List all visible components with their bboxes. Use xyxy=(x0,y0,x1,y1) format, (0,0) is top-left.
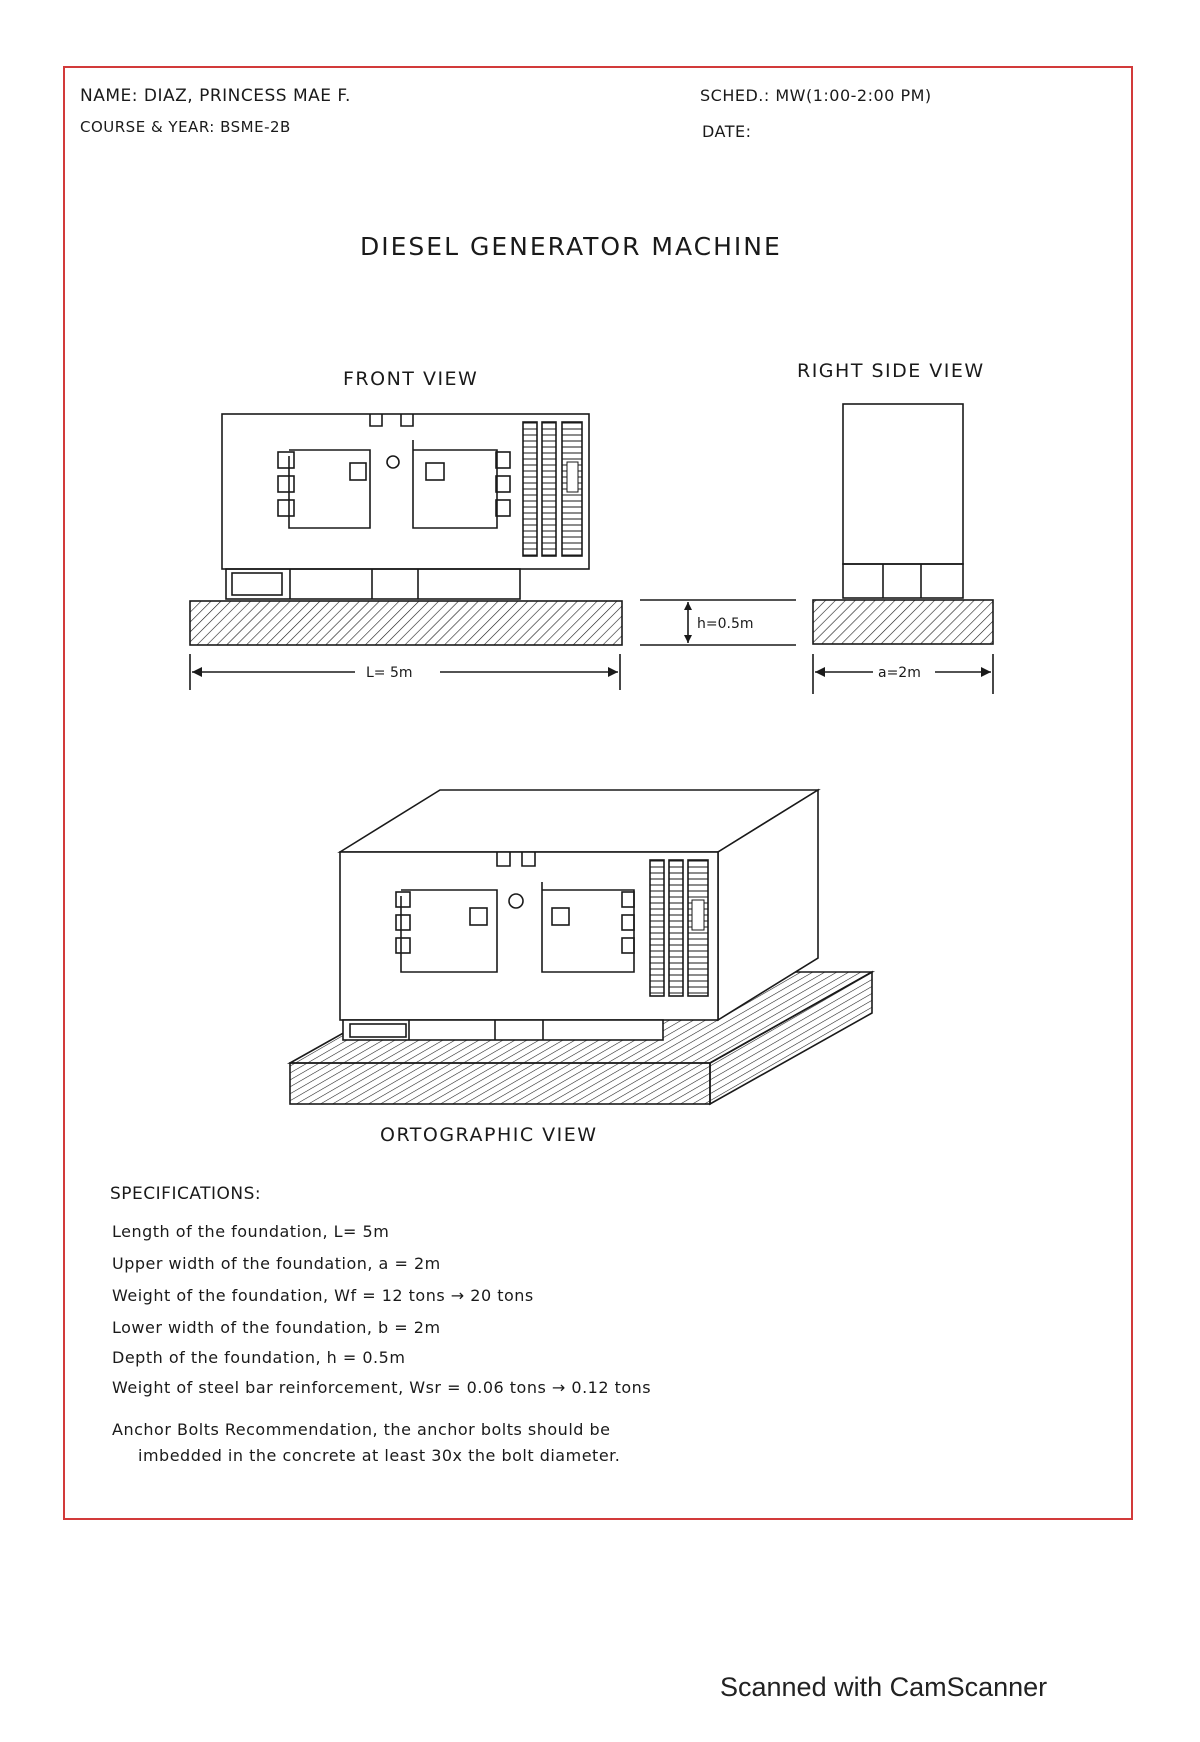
height-dimension: h=0.5m xyxy=(697,616,754,632)
spec-anchor-bolts: Anchor Bolts Recommendation, the anchor bolts should be xyxy=(112,1420,611,1439)
side-body xyxy=(843,404,963,564)
date-label: DATE: xyxy=(702,122,752,141)
specifications-heading: SPECIFICATIONS: xyxy=(110,1184,262,1204)
indicator-circle xyxy=(387,456,399,468)
front-view-label: FRONT VIEW xyxy=(343,368,479,390)
width-dimension: a=2m xyxy=(878,665,921,681)
schedule: SCHED.: MW(1:00-2:00 PM) xyxy=(700,86,932,105)
front-view-drawing xyxy=(190,414,622,690)
spec-steel-weight: Weight of steel bar reinforcement, Wsr = 0.06 tons → 0.12 tons xyxy=(112,1378,652,1397)
length-dimension: L= 5m xyxy=(366,665,413,681)
scanner-watermark: Scanned with CamScanner xyxy=(720,1672,1048,1702)
drawing-title: DIESEL GENERATOR MACHINE xyxy=(360,232,782,261)
spec-anchor-bolts-cont: imbedded in the concrete at least 30x the bolt diameter. xyxy=(138,1446,621,1465)
right-side-view-drawing xyxy=(813,404,993,694)
spec-depth: Depth of the foundation, h = 0.5m xyxy=(112,1348,406,1367)
spec-upper-width: Upper width of the foundation, a = 2m xyxy=(112,1254,441,1273)
spec-lower-width: Lower width of the foundation, b = 2m xyxy=(112,1318,441,1337)
student-name: NAME: DIAZ, PRINCESS MAE F. xyxy=(80,86,351,106)
height-dimension-drawing xyxy=(640,600,796,645)
course-year: COURSE & YEAR: BSME-2B xyxy=(80,118,291,136)
right-side-view-label: RIGHT SIDE VIEW xyxy=(797,360,985,382)
spec-foundation-weight: Weight of the foundation, Wf = 12 tons → 20 tons xyxy=(112,1286,534,1305)
front-foundation xyxy=(190,601,622,645)
spec-length: Length of the foundation, L= 5m xyxy=(112,1222,390,1241)
orthographic-view-label: ORTOGRAPHIC VIEW xyxy=(380,1124,598,1146)
side-foundation xyxy=(813,600,993,644)
iso-foundation-front xyxy=(290,1063,710,1104)
orthographic-view-drawing xyxy=(290,790,872,1104)
